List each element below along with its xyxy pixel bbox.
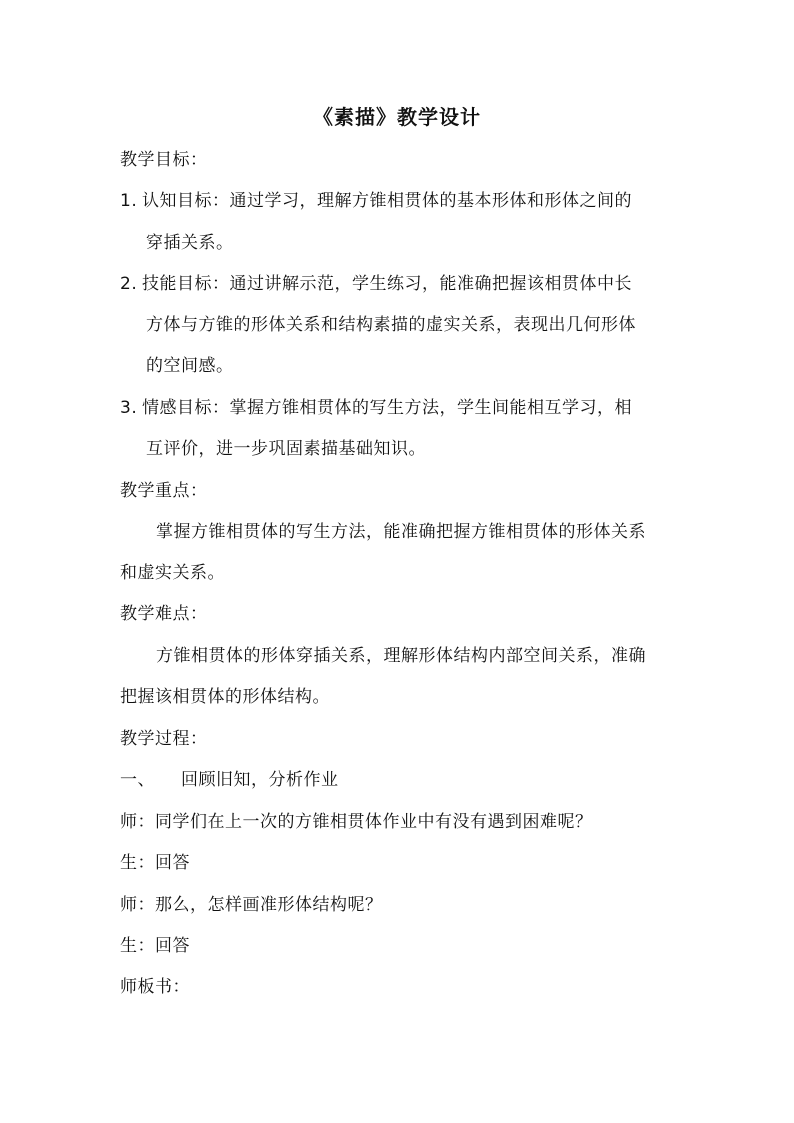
difficulties-text-2: 把握该相贯体的形体结构。 xyxy=(120,687,330,707)
objective-1-text-1: 认知目标：通过学习，理解方锥相贯体的基本形体和形体之间的 xyxy=(142,191,632,211)
process-section-title: 回顾旧知，分析作业 xyxy=(181,770,339,790)
objective-3-line-1 xyxy=(120,397,632,419)
objective-1-number: 1. xyxy=(120,191,138,211)
dialogue-line-2: 生：回答 xyxy=(120,853,190,873)
document-title: 《素描》教学设计 xyxy=(313,105,481,129)
process-section-1 xyxy=(120,769,339,791)
objective-2-number: 2. xyxy=(120,274,138,294)
objective-3-text-1: 情感目标：掌握方锥相贯体的写生方法，学生间能相互学习，相 xyxy=(142,398,632,418)
key-points-text-2: 和虚实关系。 xyxy=(120,563,225,583)
dialogue-line-5: 师板书： xyxy=(120,977,190,997)
dialogue-line-3: 师：那么，怎样画准形体结构呢？ xyxy=(120,895,383,915)
difficulties-text-1: 方锥相贯体的形体穿插关系，理解形体结构内部空间关系，准确 xyxy=(156,646,646,666)
dialogue-line-4: 生：回答 xyxy=(120,936,190,956)
dialogue-line-1: 师：同学们在上一次的方锥相贯体作业中有没有遇到困难呢？ xyxy=(120,812,593,832)
objective-2-line-1 xyxy=(120,273,632,295)
difficulties-heading: 教学难点： xyxy=(120,604,208,624)
objective-3-number: 3. xyxy=(120,398,138,418)
objective-1-line-1 xyxy=(120,190,632,212)
process-heading: 教学过程： xyxy=(120,729,208,749)
objective-1-text-2: 穿插关系。 xyxy=(146,233,234,253)
objective-2-text-1: 技能目标：通过讲解示范，学生练习，能准确把握该相贯体中长 xyxy=(142,274,632,294)
key-points-heading: 教学重点： xyxy=(120,481,208,501)
objective-3-text-2: 互评价，进一步巩固素描基础知识。 xyxy=(146,439,426,459)
key-points-text-1: 掌握方锥相贯体的写生方法，能准确把握方锥相贯体的形体关系 xyxy=(156,522,646,542)
objectives-heading: 教学目标： xyxy=(120,150,208,170)
objective-2-text-2: 方体与方锥的形体关系和结构素描的虚实关系，表现出几何形体 xyxy=(146,315,636,335)
objective-2-text-3: 的空间感。 xyxy=(146,356,234,376)
process-section-number: 一、 xyxy=(120,770,155,790)
